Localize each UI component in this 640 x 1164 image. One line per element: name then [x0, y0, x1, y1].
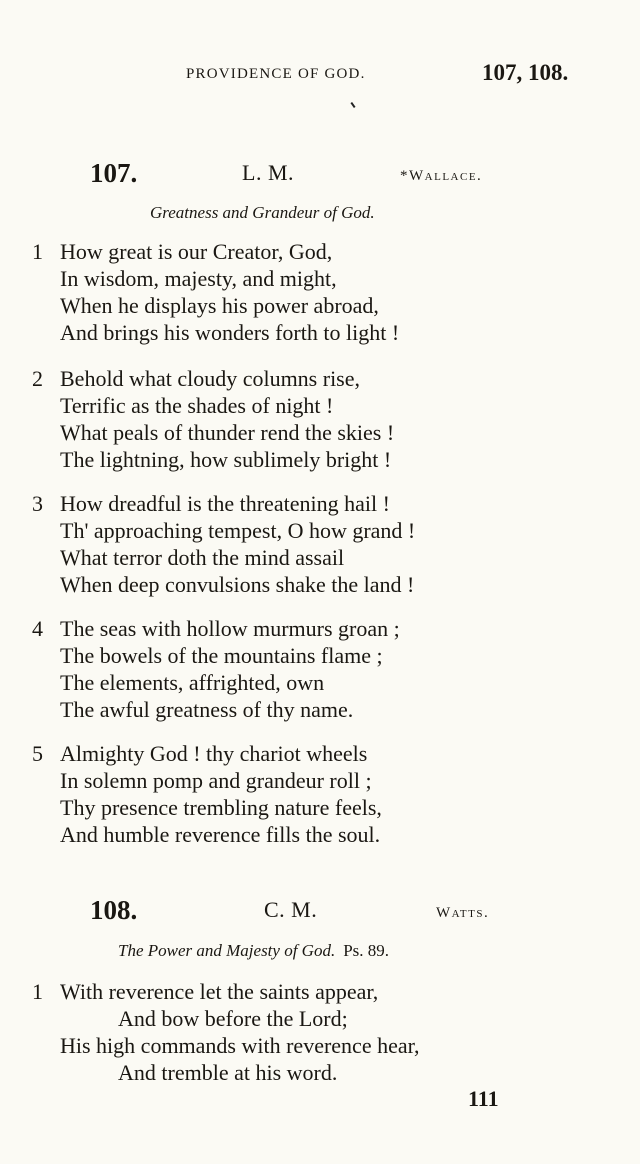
verse-line: 4 The seas with hollow murmurs groan ; [32, 616, 400, 641]
stanza-number: 1 [32, 979, 43, 1004]
hymn-author: Watts. [436, 905, 490, 921]
running-title: PROVIDENCE OF GOD. [186, 66, 366, 82]
verse-line: In solemn pomp and grandeur roll ; [60, 768, 372, 793]
running-head [0, 60, 640, 96]
verse-line: The lightning, how sublimely bright ! [60, 447, 392, 472]
print-speck [350, 102, 355, 108]
stanza [32, 740, 612, 848]
stanza [32, 238, 612, 346]
verse-line: 1 How great is our Creator, God, [32, 239, 333, 264]
hymn-meter: C. M. [264, 897, 318, 922]
stanza [32, 615, 612, 723]
hymn-number: 108. [90, 895, 138, 925]
hymn-subtitle [150, 203, 375, 223]
verse-line: Terrific as the shades of night ! [60, 393, 334, 418]
verse-line: The bowels of the mountains flame ; [60, 643, 383, 668]
stanza-number: 2 [32, 366, 43, 391]
hymn-subtitle-text: The Power and Majesty of God. [118, 941, 336, 960]
verse-line: And humble reverence fills the soul. [60, 822, 381, 847]
running-hymn-numbers: 107, 108. [482, 60, 569, 85]
hymn-108-heading [0, 895, 640, 929]
verse-line: What peals of thunder rend the skies ! [60, 420, 395, 445]
verse-line: Th' approaching tempest, O how grand ! [60, 518, 416, 543]
verse-line: 5 Almighty God ! thy chariot wheels [32, 741, 368, 766]
verse-line: When deep convulsions shake the land ! [60, 572, 415, 597]
verse-line: And tremble at his word. [118, 1060, 338, 1085]
verse-line: And bow before the Lord; [118, 1006, 348, 1031]
stanza-number: 1 [32, 239, 43, 264]
verse-line: 3 How dreadful is the threatening hail ! [32, 491, 390, 516]
stanza [32, 490, 612, 598]
verse-line: 1 With reverence let the saints appear, [32, 979, 379, 1004]
verse-line: The elements, affrighted, own [60, 670, 325, 695]
hymn-subtitle [118, 941, 389, 961]
verse-line: In wisdom, majesty, and might, [60, 266, 337, 291]
verse-line: And brings his wonders forth to light ! [60, 320, 400, 345]
hymn-107-heading [0, 158, 640, 192]
verse-line: When he displays his power abroad, [60, 293, 379, 318]
verse-line: 2 Behold what cloudy columns rise, [32, 366, 361, 391]
stanza-number: 5 [32, 741, 43, 766]
verse-line: The awful greatness of thy name. [60, 697, 354, 722]
verse-line: His high commands with reverence hear, [60, 1033, 420, 1058]
hymn-subtitle-text: Greatness and Grandeur of God. [150, 203, 375, 222]
stanza-number: 4 [32, 616, 43, 641]
hymn-meter: L. M. [242, 160, 294, 185]
verse-line: What terror doth the mind assail [60, 545, 345, 570]
page-number: 111 [468, 1086, 499, 1111]
stanza [32, 365, 612, 473]
stanza [32, 978, 612, 1086]
psalm-reference: Ps. 89. [343, 941, 390, 960]
hymn-number: 107. [90, 158, 138, 188]
hymn-author: *Wallace. [400, 168, 483, 184]
verse-line: Thy presence trembling nature feels, [60, 795, 382, 820]
stanza-number: 3 [32, 491, 43, 516]
